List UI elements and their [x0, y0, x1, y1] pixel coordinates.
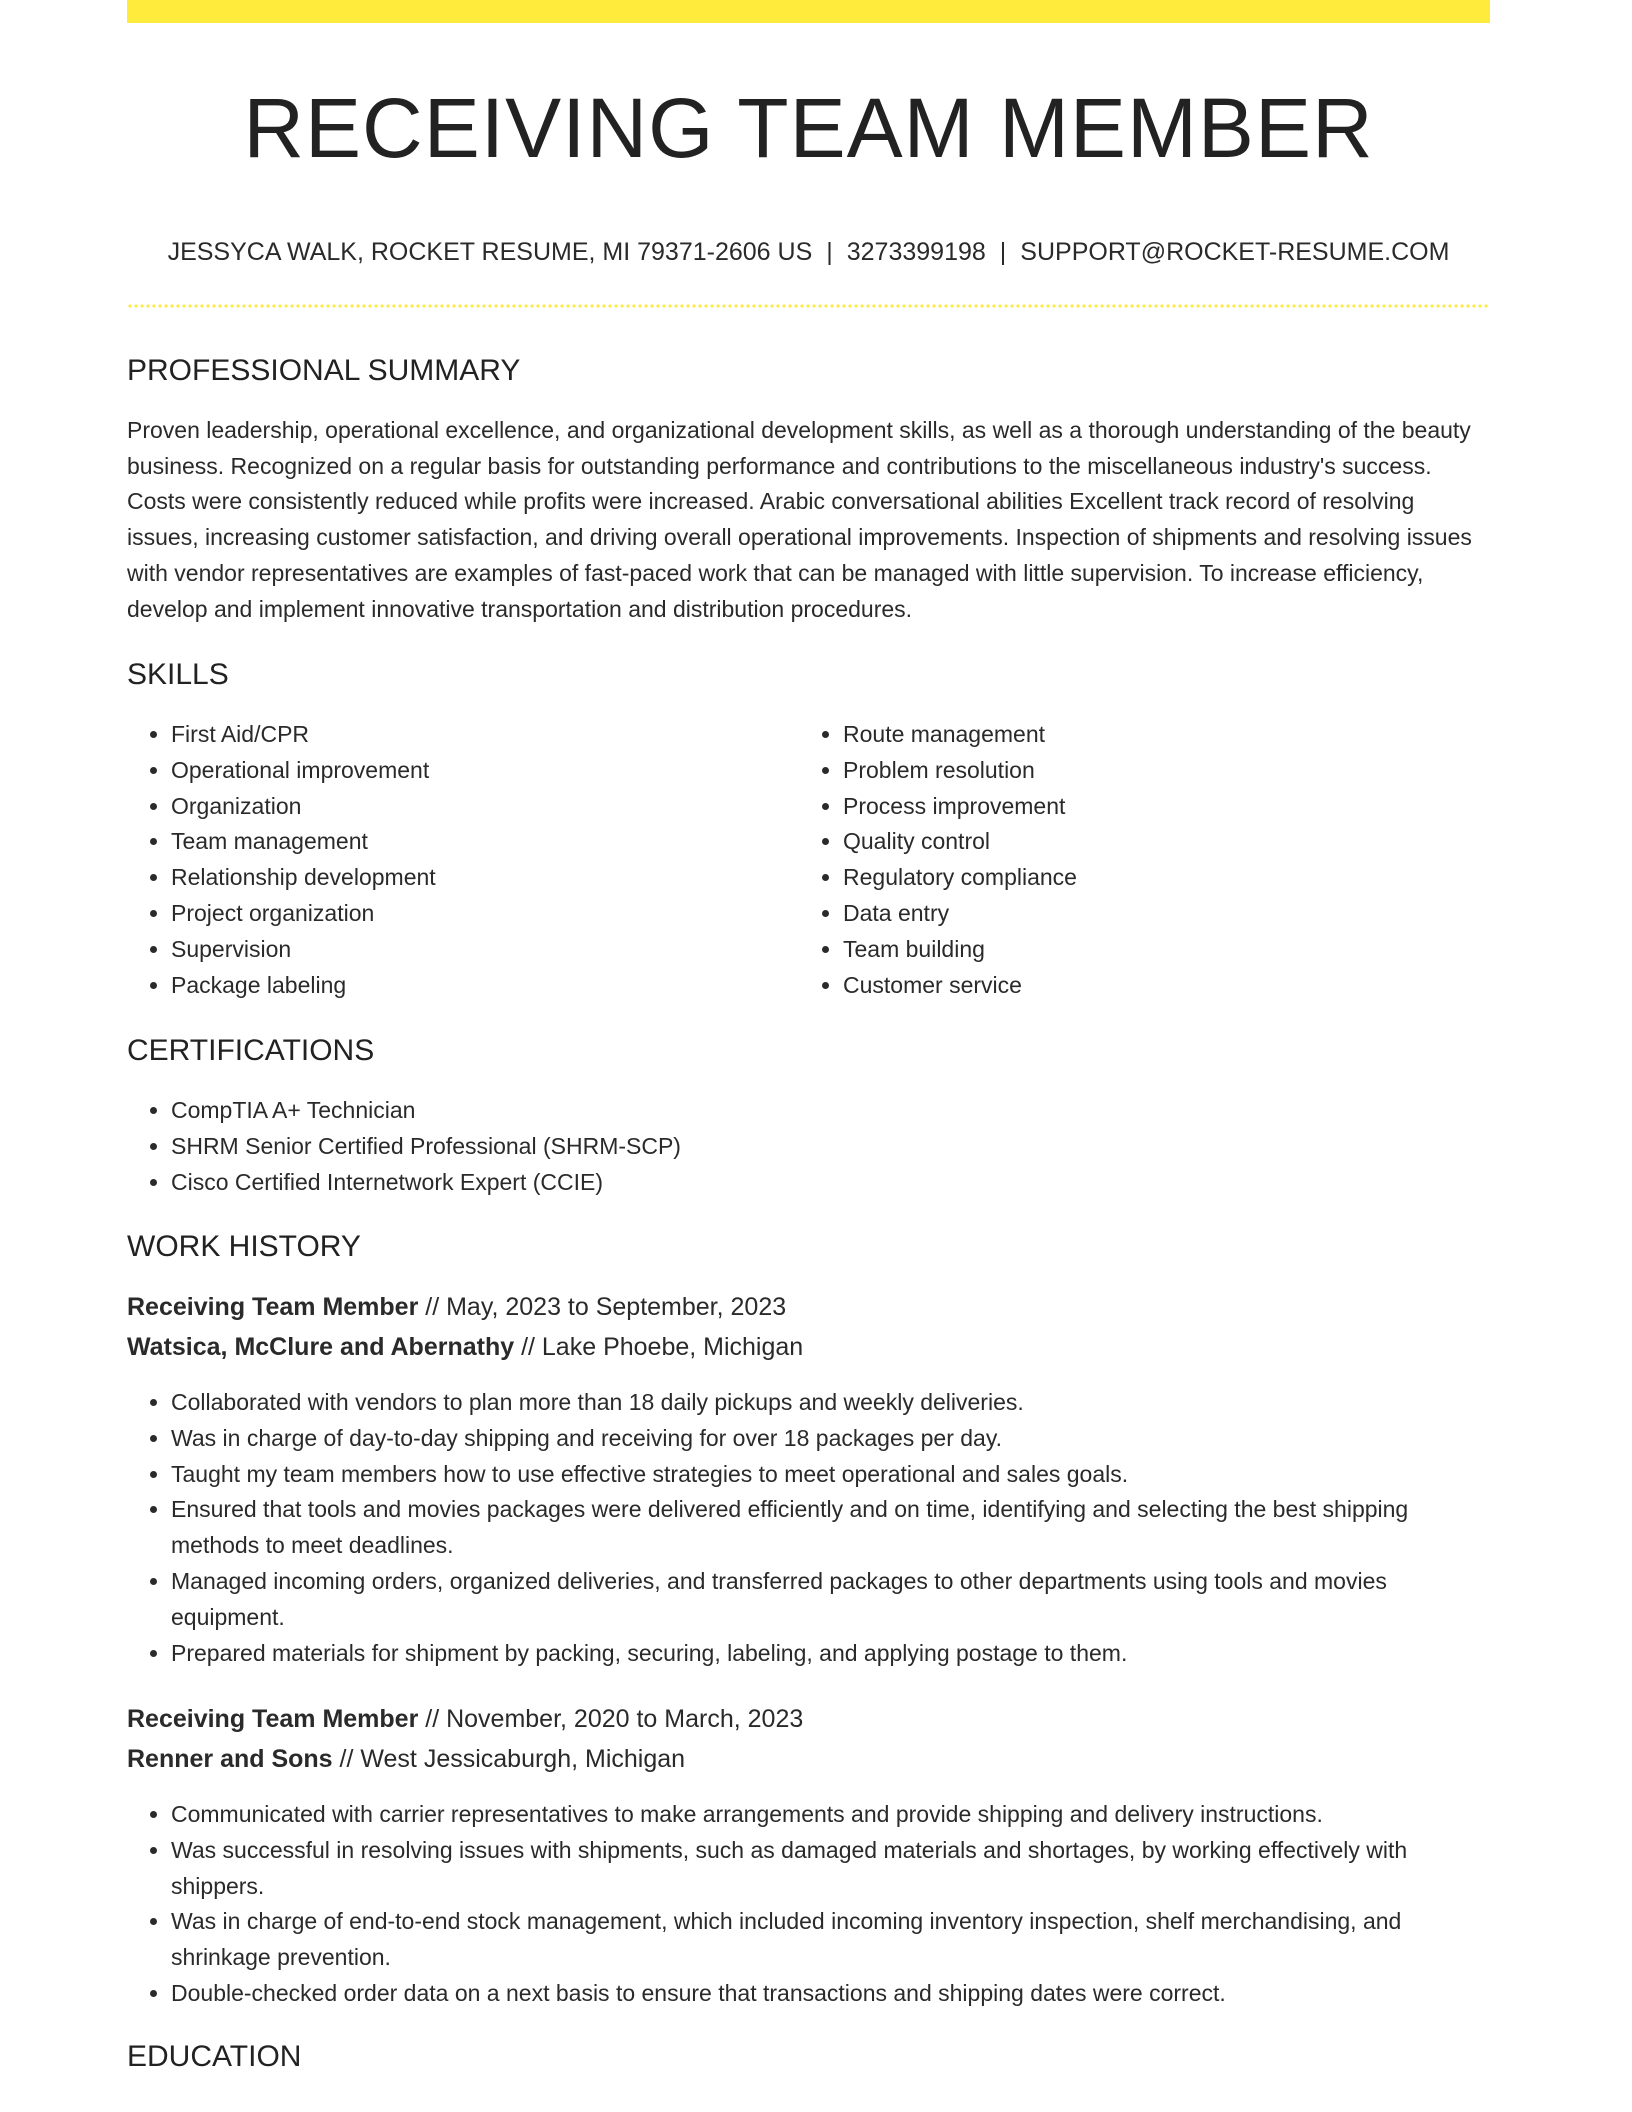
job-bullet: • Double-checked order data on a next basis to ensure that transactions and shipping dates were correct.: [171, 1976, 1490, 2012]
skills-list-right: [799, 717, 1077, 1003]
job-bullet: • Collaborated with vendors to plan more than 18 daily pickups and weekly deliveries.: [171, 1385, 1490, 1421]
resume-title: RECEIVING TEAM MEMBER: [243, 81, 1374, 175]
skill-item: • Operational improvement: [171, 753, 436, 789]
certification-item: • Cisco Certified Internetwork Expert (CCIE): [171, 1165, 681, 1201]
job-dates: // November, 2020 to March, 2023: [418, 1705, 804, 1733]
job-company: Renner and Sons: [127, 1745, 333, 1773]
top-accent-bar: [127, 0, 1490, 23]
skills-heading: SKILLS: [127, 658, 229, 691]
job-bullet: • Was successful in resolving issues with shipments, such as damaged materials and shortages, by working effectively with shippers.: [171, 1833, 1490, 1905]
job-bullet: • Managed incoming orders, organized deliveries, and transferred packages to other departments using tools and movies equipment.: [171, 1564, 1490, 1636]
skills-list-left: [127, 717, 436, 1003]
skill-item: • Supervision: [171, 932, 436, 968]
contact-separator: |: [826, 238, 833, 266]
certification-item: • CompTIA A+ Technician: [171, 1093, 681, 1129]
certifications-heading: CERTIFICATIONS: [127, 1034, 375, 1067]
skill-item: • Relationship development: [171, 860, 436, 896]
skill-item: • Route management: [843, 717, 1077, 753]
contact-phone: 3273399198: [846, 238, 986, 266]
skill-item: • Quality control: [843, 824, 1077, 860]
skill-item: • Team building: [843, 932, 1077, 968]
contact-separator: |: [999, 238, 1007, 266]
job-2-title-line: [127, 1703, 803, 1735]
certifications-list: [127, 1093, 681, 1200]
job-bullet: • Communicated with carrier representatives to make arrangements and provide shipping and delivery instructions.: [171, 1797, 1490, 1833]
education-heading: EDUCATION: [127, 2040, 302, 2073]
skill-item: • Problem resolution: [843, 753, 1077, 789]
job-bullet: • Was in charge of day-to-day shipping and receiving for over 18 packages per day.: [171, 1421, 1490, 1457]
skill-item: • Data entry: [843, 896, 1077, 932]
job-title: Receiving Team Member: [127, 1293, 419, 1321]
job-title: Receiving Team Member: [127, 1705, 419, 1733]
contact-address: JESSYCA WALK, ROCKET RESUME, MI 79371-2606 US: [167, 238, 813, 266]
skill-item: • Organization: [171, 789, 436, 825]
job-bullet: • Prepared materials for shipment by packing, securing, labeling, and applying postage to them.: [171, 1636, 1490, 1672]
skill-item: • Package labeling: [171, 968, 436, 1004]
skill-item: • First Aid/CPR: [171, 717, 436, 753]
job-bullet: • Was in charge of end-to-end stock management, which included incoming inventory inspection, shelf merchandising, and shrinkage prevention.: [171, 1904, 1490, 1976]
job-2-company-line: [127, 1743, 685, 1775]
job-bullet: • Ensured that tools and movies packages were delivered efficiently and on time, identifying and selecting the best shipping methods to meet deadlines.: [171, 1492, 1490, 1564]
work-history-heading: WORK HISTORY: [127, 1230, 361, 1263]
job-location: // West Jessicaburgh, Michigan: [332, 1745, 686, 1773]
job-dates: // May, 2023 to September, 2023: [418, 1293, 787, 1321]
skill-item: • Project organization: [171, 896, 436, 932]
skill-item: • Process improvement: [843, 789, 1077, 825]
summary-heading: PROFESSIONAL SUMMARY: [127, 354, 521, 387]
skill-item: • Regulatory compliance: [843, 860, 1077, 896]
job-2-bullets: [127, 1797, 1490, 2012]
skill-item: • Customer service: [843, 968, 1077, 1004]
dotted-divider: [127, 304, 1490, 308]
job-1-title-line: [127, 1291, 786, 1323]
job-1-company-line: [127, 1331, 803, 1363]
job-company: Watsica, McClure and Abernathy: [127, 1333, 515, 1361]
summary-text: Proven leadership, operational excellence, and organizational development skills, as well as a thorough understanding of the beauty business. Recognized on a regular basis for outstanding performance and contributions to the miscellaneous industry's success. Costs were consistently reduced while profits were increased. Arabic conversational abilities Excellent track record of resolving issues, increasing customer satisfaction, and driving overall operational improvements. Inspection of shipments and resolving issues with vendor representatives are examples of fast-paced work that can be managed with little supervision. To increase efficiency, develop and implement innovative transportation and distribution procedures.: [127, 417, 1472, 622]
contact-line: [127, 236, 1490, 268]
skill-item: • Team management: [171, 824, 436, 860]
contact-email: SUPPORT@ROCKET-RESUME.COM: [1020, 238, 1450, 266]
job-location: // Lake Phoebe, Michigan: [514, 1333, 804, 1361]
job-bullet: • Taught my team members how to use effective strategies to meet operational and sales goals.: [171, 1457, 1490, 1493]
certification-item: • SHRM Senior Certified Professional (SHRM-SCP): [171, 1129, 681, 1165]
job-1-bullets: [127, 1385, 1490, 1671]
